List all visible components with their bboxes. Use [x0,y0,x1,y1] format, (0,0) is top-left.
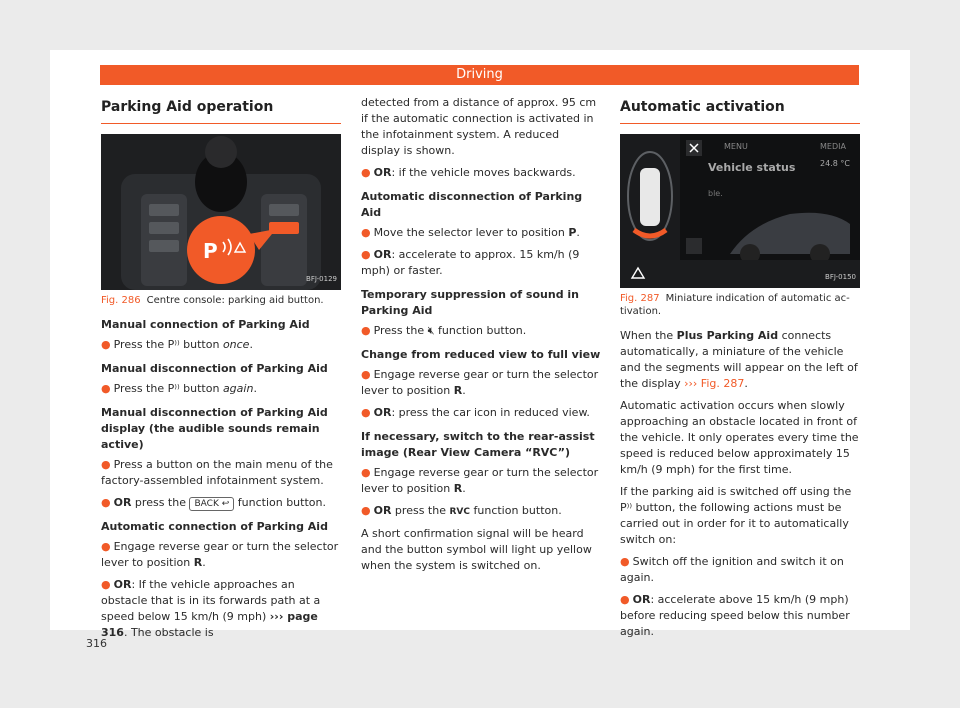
column-1 [101,95,341,647]
mute-icon: 🔇︎ [427,324,435,337]
bullet: ● OR: if the vehicle moves backwards. [361,166,576,179]
subheading: Automatic connection of Parking Aid [101,520,328,533]
paragraph: If the parking aid is switched off using the P⁾⁾ button, the following actions must be carried out in order for it to automatically switch on: [620,485,852,546]
paragraph: When the Plus Parking Aid connects automatically, a miniature of the vehicle and the segments will appear on the left of the display ››› Fig. 287. [620,329,858,390]
column-3 [620,95,860,646]
subheading: Manual connection of Parking Aid [101,318,310,331]
console-figure [101,134,341,290]
page-number: 316 [86,637,107,650]
subheading: Change from reduced view to full view [361,348,601,361]
paragraph: detected from a distance of approx. 95 cm if the automatic connection is activated in the infotainment system. A reduced display is shown. [361,96,597,157]
subheading: Automatic disconnection of Parking Aid [361,190,583,219]
subheading: If necessary, switch to the rear-assist image (Rear View Camera “RVC”) [361,430,595,459]
bullet: ● Engage reverse gear or turn the selector lever to position R. [361,368,599,397]
figure-caption: Fig. 286 Centre console: parking aid button. [101,295,324,306]
section-title: Automatic activation [620,99,860,124]
display-figure [620,134,860,288]
bullet: ● OR press the BACK ↩ function button. [101,496,326,509]
figure-code: BFJ-0129 [306,275,337,283]
screen-menu: MENU [724,142,748,151]
page-link[interactable]: ››› page 316 [101,610,318,639]
figure-code: BFJ-0150 [825,273,856,281]
back-arrow-icon: ↩ [221,499,230,509]
screen-status: Vehicle status [708,161,796,174]
bullet: ● Press a button on the main menu of the factory-assembled infotainment system. [101,458,333,487]
screen-sub: ble. [708,189,723,198]
screen-temp: 24.8 °C [820,159,850,168]
figure-link[interactable]: ››› Fig. 287 [684,377,745,390]
bullet: ● Press the P⁾⁾ button again. [101,382,257,395]
bullet: ● OR: accelerate above 15 km/h (9 mph) before reducing speed below this number again. [620,593,850,638]
svg-text:P: P [203,239,218,263]
bullet: ● OR: accelerate to approx. 15 km/h (9 mph) or faster. [361,248,580,277]
bullet: ● Press the P⁾⁾ button once. [101,338,253,351]
column-2 [361,95,601,580]
bullet: ● Move the selector lever to position P. [361,226,580,239]
bullet: ● OR: If the vehicle approaches an obstacle that is in its forwards path at a speed below 15 km/h (9 mph) ››› page 316. The obstacle is [101,578,321,639]
console-illustration [101,134,341,290]
bullet: ● OR press the RVC function button. [361,504,562,517]
parking-aid-icon: P⁾⁾ [167,338,180,351]
rvc-key: RVC [449,507,470,517]
parking-aid-icon: P⁾⁾ [167,382,180,395]
screen-media: MEDIA [820,142,846,151]
bullet: ● OR: press the car icon in reduced view. [361,406,590,419]
subheading: Manual disconnection of Parking Aid display (the audible sounds remain active) [101,406,328,451]
paragraph: Automatic activation occurs when slowly approaching an obstacle located in front of the vehicle. It only operates every time the speed is reduced below approximately 15 km/h (9 mph) for the first time. [620,399,859,476]
bullet: ● Engage reverse gear or turn the selector lever to position R. [361,466,599,495]
paragraph: A short confirmation signal will be heard and the button symbol will light up yellow when the system is switched on. [361,527,592,572]
section-title: Parking Aid operation [101,99,341,124]
back-key: BACK ↩ [189,497,234,511]
parking-aid-icon: P⁾⁾ [620,501,633,514]
bullet: ● Engage reverse gear or turn the selector lever to position R. [101,540,339,569]
subheading: Temporary suppression of sound in Parking Aid [361,288,580,317]
figure-caption: Fig. 287 Miniature indication of automatic activation. [620,293,850,317]
bullet: ● Press the 🔇︎ function button. [361,324,527,337]
bullet: ● Switch off the ignition and switch it on again. [620,555,844,584]
subheading: Manual disconnection of Parking Aid [101,362,328,375]
section-header: Driving [100,65,859,85]
